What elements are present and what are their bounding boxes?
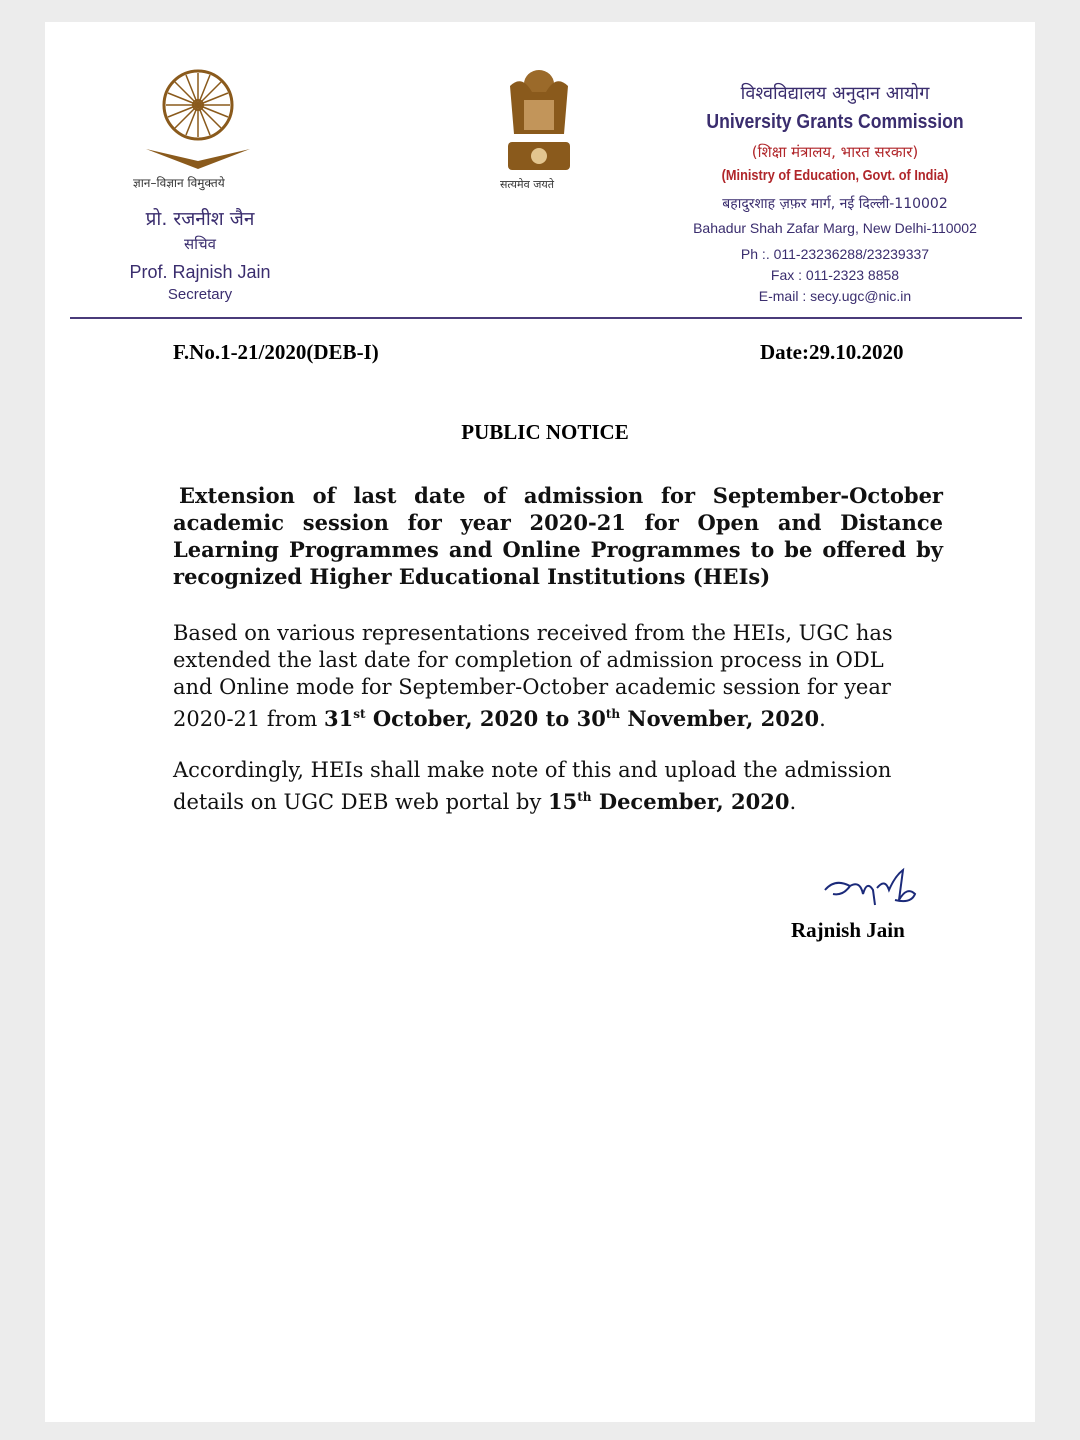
- text: .: [819, 707, 826, 731]
- date-day: 30: [576, 706, 606, 731]
- paragraph-1: [173, 620, 943, 733]
- text: 2020-21 from: [173, 707, 324, 731]
- notice-date: Date:29.10.2020: [760, 340, 904, 364]
- header-divider: [70, 317, 1022, 319]
- fax: Fax : 011-2323 8858: [770, 267, 900, 283]
- address-hindi: बहादुरशाह ज़फ़र मार्ग, नई दिल्ली-110002: [722, 196, 948, 212]
- ugc-logo-icon: [138, 67, 258, 177]
- file-number: F.No.1-21/2020(DEB-I): [173, 340, 379, 364]
- org-name: University Grants Commission: [706, 111, 964, 133]
- text: December, 2020: [591, 789, 790, 814]
- emblem-motto: सत्यमेव जयते: [500, 178, 555, 191]
- ministry-hindi: (शिक्षा मंत्रालय, भारत सरकार): [751, 143, 919, 161]
- motto-hindi: ज्ञान–विज्ञान विमुक्तये: [133, 176, 225, 190]
- subject-line: academic session for year 2020-21 for Open and Distance: [173, 510, 943, 535]
- notice-title: PUBLIC NOTICE: [461, 420, 629, 444]
- para-line: [173, 701, 943, 733]
- notice-subject: [173, 482, 943, 590]
- signatory-name: Rajnish Jain: [791, 918, 905, 942]
- org-name-hindi: विश्वविद्यालय अनुदान आयोग: [740, 83, 930, 104]
- text: details on UGC DEB web portal by: [173, 790, 549, 814]
- phone: Ph :. 011-23236288/23239337: [740, 246, 930, 262]
- secretary-name: Prof. Rajnish Jain: [129, 262, 271, 282]
- subject-line: Learning Programmes and Online Programmes to be offered by: [173, 537, 943, 562]
- secretary-name-hindi: प्रो. रजनीश जैन: [145, 208, 255, 230]
- ordinal: st: [353, 707, 366, 721]
- para-line: extended the last date for completion of admission process in ODL: [173, 648, 884, 672]
- paragraph-2: [173, 757, 943, 816]
- text: .: [789, 790, 797, 814]
- para-line: [173, 784, 943, 816]
- address: Bahadur Shah Zafar Marg, New Delhi-110002: [693, 220, 977, 236]
- date-day: 31: [323, 706, 354, 731]
- secretary-title: Secretary: [167, 286, 233, 303]
- ministry-name: (Ministry of Education, Govt. of India): [721, 167, 949, 184]
- subject-line: recognized Higher Educational Institutions (HEIs): [173, 564, 771, 589]
- signature-icon: [815, 860, 925, 920]
- secretary-title-hindi: सचिव: [184, 235, 216, 253]
- document-page: [45, 22, 1035, 1422]
- ordinal: th: [577, 790, 592, 804]
- ordinal: th: [605, 707, 621, 721]
- text: November, 2020: [620, 706, 820, 731]
- subject-line: Extension of last date of admission for September-October: [179, 483, 943, 508]
- email: E-mail : secy.ugc@nic.in: [758, 288, 912, 304]
- national-emblem-icon: [502, 64, 577, 174]
- para-line: Accordingly, HEIs shall make note of this and upload the admission: [173, 758, 892, 782]
- date-day: 15: [548, 789, 578, 814]
- para-line: and Online mode for September-October academic session for year: [173, 675, 891, 699]
- para-line: Based on various representations received from the HEIs, UGC has: [173, 621, 893, 645]
- text: October, 2020 to: [365, 706, 577, 731]
